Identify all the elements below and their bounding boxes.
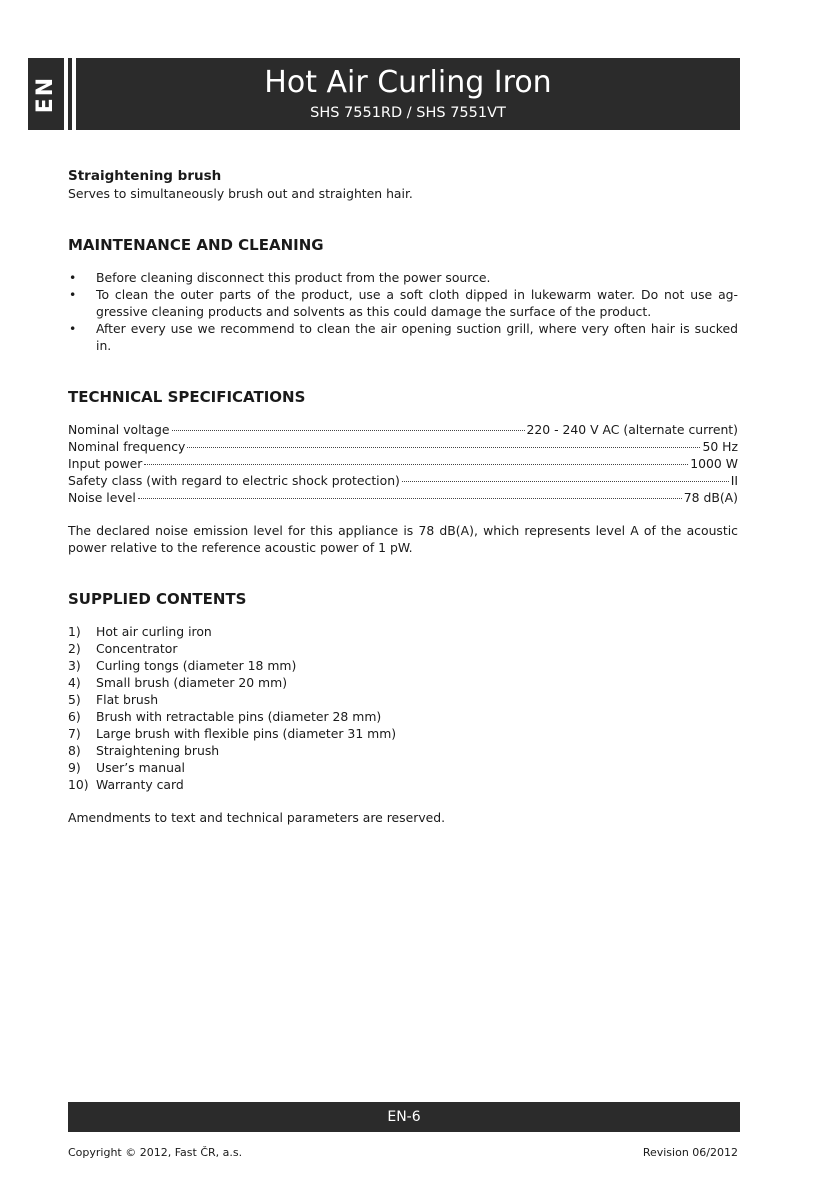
item-number: 9) xyxy=(68,760,81,775)
spec-row xyxy=(68,455,738,472)
page-title: Hot Air Curling Iron xyxy=(264,65,552,100)
maintenance-list xyxy=(68,269,738,354)
list-item: • After every use we recommend to clean the air opening suction grill, where very often hair is sucked in. xyxy=(68,320,738,354)
maintenance-heading: MAINTENANCE AND CLEANING xyxy=(68,236,324,254)
specs-heading: TECHNICAL SPECIFICATIONS xyxy=(68,388,306,406)
spec-value: II xyxy=(730,473,738,488)
list-item xyxy=(68,623,738,640)
item-text: User’s manual xyxy=(96,760,185,775)
language-label: EN xyxy=(33,75,59,113)
list-item xyxy=(68,640,738,657)
item-text: Warranty card xyxy=(96,777,184,792)
list-item xyxy=(68,742,738,759)
item-text: Small brush (diameter 20 mm) xyxy=(96,675,288,690)
list-item xyxy=(68,759,738,776)
spec-label: Nominal voltage xyxy=(68,422,170,437)
list-item xyxy=(68,776,738,793)
item-number: 2) xyxy=(68,641,81,656)
list-item: • To clean the outer parts of the product, use a soft cloth dipped in lukewarm water. Do not use ag-gressive cleaning products and solvents as this could damage the surface of the product. xyxy=(68,286,738,320)
item-text: Large brush with flexible pins (diameter 31 mm) xyxy=(96,726,397,741)
model-number: SHS 7551RD / SHS 7551VT xyxy=(310,105,506,121)
item-number: 7) xyxy=(68,726,81,741)
item-number: 10) xyxy=(68,777,89,792)
list-item: • Before cleaning disconnect this product from the power source. xyxy=(68,269,738,286)
item-text: Flat brush xyxy=(96,692,159,707)
contents-list xyxy=(68,623,738,793)
page-number: EN-6 xyxy=(387,1109,421,1125)
dot-leader xyxy=(138,498,682,499)
item-number: 5) xyxy=(68,692,81,707)
dot-leader xyxy=(187,447,700,448)
spec-label: Input power xyxy=(68,456,143,471)
dot-leader xyxy=(402,481,729,482)
item-text: Brush with retractable pins (diameter 28 mm) xyxy=(96,709,382,724)
spec-value: 220 - 240 V AC (alternate current) xyxy=(526,422,738,437)
spec-value: 78 dB(A) xyxy=(683,490,738,505)
item-number: 8) xyxy=(68,743,81,758)
list-item xyxy=(68,708,738,725)
straightening-text: Serves to simultaneously brush out and straighten hair. xyxy=(68,186,413,201)
revision-text: Revision 06/2012 xyxy=(642,1146,738,1159)
amendments-note: Amendments to text and technical parameters are reserved. xyxy=(68,810,446,825)
item-number: 4) xyxy=(68,675,81,690)
spec-row xyxy=(68,421,738,438)
list-item xyxy=(68,674,738,691)
item-text: Hot air curling iron xyxy=(96,624,212,639)
copyright-text: Copyright © 2012, Fast ČR, a.s. xyxy=(68,1146,243,1159)
item-number: 6) xyxy=(68,709,81,724)
spec-row xyxy=(68,489,738,506)
page-number-bar xyxy=(68,1102,740,1132)
item-number: 1) xyxy=(68,624,81,639)
dot-leader xyxy=(144,464,688,465)
language-tab xyxy=(28,58,64,130)
item-text: Concentrator xyxy=(96,641,178,656)
header-bar xyxy=(76,58,740,130)
specs-table xyxy=(68,421,738,506)
spec-value: 50 Hz xyxy=(702,439,738,454)
spec-row xyxy=(68,438,738,455)
noise-note: The declared noise emission level for this appliance is 78 dB(A), which represents level A of the acoustic power relative to the reference acoustic power of 1 pW. xyxy=(68,523,738,555)
item-text: Curling tongs (diameter 18 mm) xyxy=(96,658,297,673)
list-item xyxy=(68,657,738,674)
contents-heading: SUPPLIED CONTENTS xyxy=(68,590,247,608)
list-item xyxy=(68,691,738,708)
spec-row xyxy=(68,472,738,489)
spec-label: Nominal frequency xyxy=(68,439,186,454)
item-text: Straightening brush xyxy=(96,743,220,758)
item-number: 3) xyxy=(68,658,81,673)
spec-label: Safety class (with regard to electric shock protection) xyxy=(68,473,400,488)
dot-leader xyxy=(172,430,525,431)
spec-value: 1000 W xyxy=(690,456,738,471)
header-divider xyxy=(68,58,72,130)
spec-label: Noise level xyxy=(68,490,136,505)
straightening-heading: Straightening brush xyxy=(68,168,222,184)
list-item xyxy=(68,725,738,742)
document-body xyxy=(68,168,738,826)
